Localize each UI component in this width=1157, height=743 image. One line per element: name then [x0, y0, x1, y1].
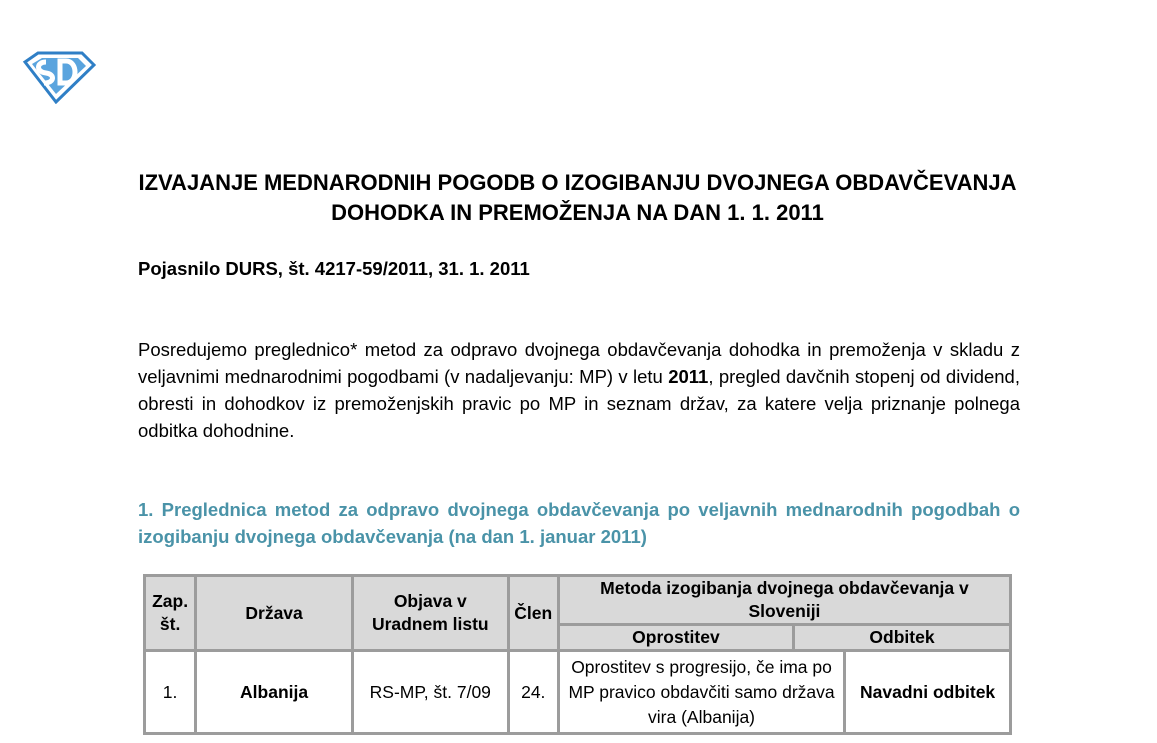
document-subtitle: Pojasnilo DURS, št. 4217-59/2011, 31. 1. 2011: [138, 258, 530, 279]
header-publication: Objava v Uradnem listu: [354, 577, 507, 649]
intro-text-part2: , pregled davčnih stopenj od dividend, obresti in dohodkov iz premoženjskih pravic po MP in seznam držav, za katere velja priznanje polnega odbitka dohodnine.: [138, 366, 1020, 441]
cell-publication: RS-MP, št. 7/09: [354, 652, 507, 732]
header-exemption: Oprostitev: [560, 626, 792, 649]
cell-deduction: Navadni odbitek: [846, 652, 1009, 732]
header-article: Člen: [510, 577, 557, 649]
header-country: Država: [197, 577, 351, 649]
header-method: Metoda izogibanja dvojnega obdavčevanja v Sloveniji: [560, 577, 1009, 623]
cell-no: 1.: [146, 652, 194, 732]
intro-text-part1: Posredujemo preglednico* metod za odpravo dvojnega obdavčevanja dohodka in premoženja v skladu z veljavnimi mednarodnimi pogodbami (v nadaljevanju: MP) v letu: [138, 339, 1020, 387]
document-title: IZVAJANJE MEDNARODNIH POGODB O IZOGIBANJU DVOJNEGA OBDAVČEVANJA DOHODKA IN PREMOŽENJA NA DAN 1. 1. 2011: [138, 170, 1017, 225]
cell-article: 24.: [510, 652, 557, 732]
methods-table: [143, 574, 1012, 735]
table-header-row: [146, 577, 1009, 623]
header-deduction: Odbitek: [795, 626, 1009, 649]
cell-country: Albanija: [197, 652, 351, 732]
cell-exemption: Oprostitev s progresijo, če ima po MP pravico obdavčiti samo država vira (Albanija): [560, 652, 843, 732]
durs-logo: [22, 50, 96, 104]
section-heading: 1. Preglednica metod za odpravo dvojnega obdavčevanja po veljavnih mednarodnih pogodbah o izogibanju dvojnega obdavčevanja (na dan 1. januar 2011): [138, 499, 1020, 547]
intro-year: 2011: [668, 366, 709, 387]
intro-paragraph: [138, 336, 1020, 444]
header-no: Zap. št.: [146, 577, 194, 649]
table-row: [146, 652, 1009, 732]
